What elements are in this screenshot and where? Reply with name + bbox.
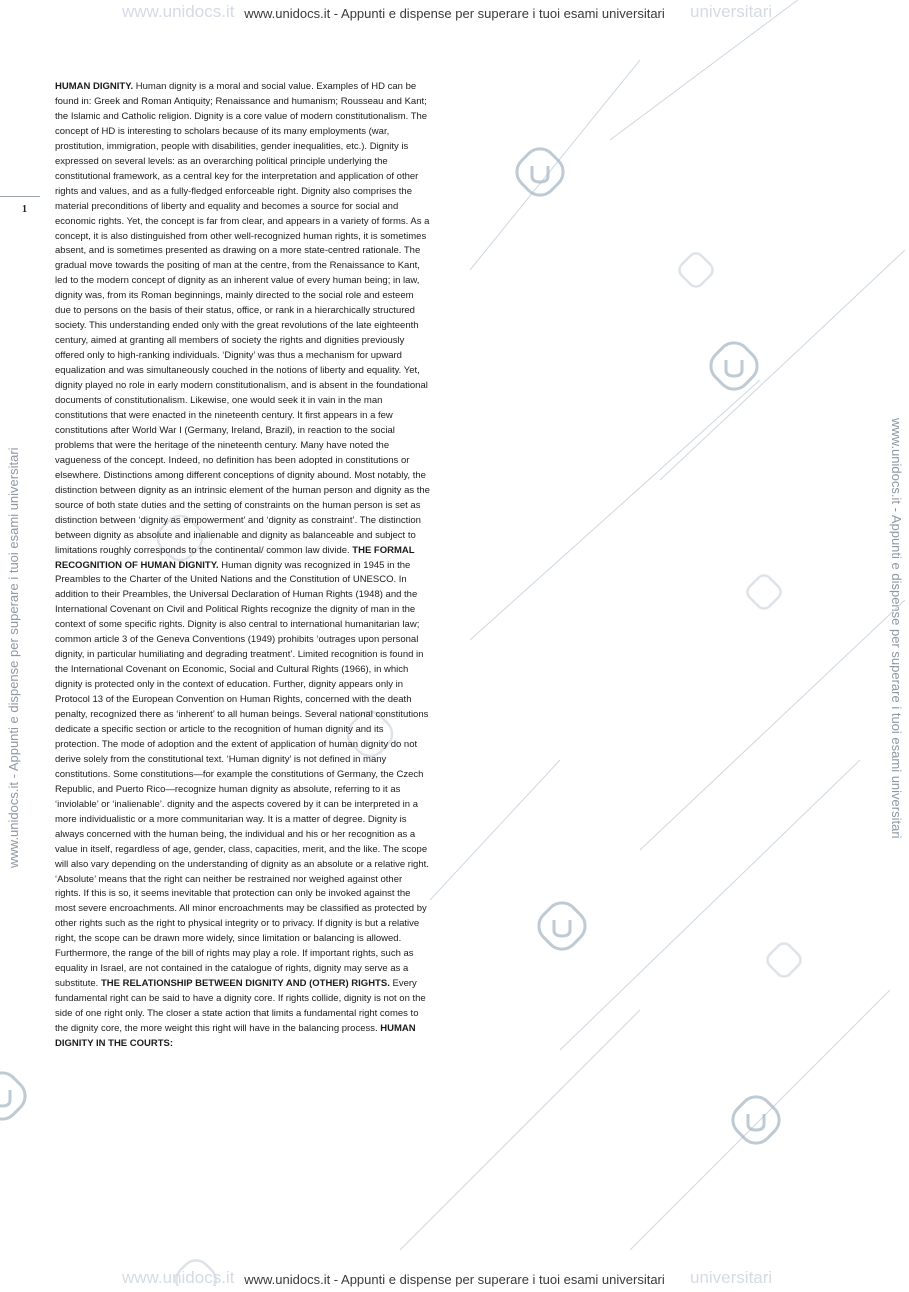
- watermark-logo-faint-icon: [764, 940, 804, 980]
- watermark-line: [560, 760, 860, 1050]
- watermark-logo-icon: [510, 142, 569, 201]
- section-heading-human-dignity: HUMAN DIGNITY.: [55, 81, 134, 92]
- section-text-formal-recognition: Human dignity was recognized in 1945 in the Preambles to the Charter of the United Nations and the Constitution of UNESCO. In addition to their Preambles, the Universal Declaration of Human Rights (1948) and the International Covenant on Civil and Political Rights recognize the dignity of man in the context of some specific rights. Dignity is also central to international humanitarian law; common article 3 of the Geneva Conventions (1949) prohibits ‘outrages upon personal dignity, in particular humiliating and degrading treatment’. Limited recognition is found in the International Covenant on Economic, Social and Cultural Rights (1966), in which dignity is protected only in the context of education. Further, dignity appears only in Protocol 13 of the European Convention on Human Rights, concerned with the death penalty, recognized there as ‘inherent’ to all human beings. Several national constitutions dedicate a specific section or article to the recognition of human dignity and its protection. The mode of adoption and the extent of application of human dignity do not derive solely from the constitutional text. ‘Human dignity’ is not defined in many constitutions. Some constitutions—for example the constitutions of Germany, the Czech Republic, and Puerto Rico—recognize human dignity as absolute, referring to it as ‘inviolable’ or ‘inalienable’. dignity and the aspects covered by it can be interpreted in a more individualistic or a more communitarian way. It is a matter of degree. Dignity is always concerned with the human being, the individual and his or her recognition as a value in itself, regardless of age, gender, class, capacities, merit, and the like. The scope will also vary depending on the understanding of dignity as an absolute or a relative right. ‘Absolute’ means that the right can neither be restrained nor weighed against other rights. If this is so, it seems inevitable that protection can only be invoked against the most severe encroachments. All minor encroachments may be classified as protected by other rights such as the right to physical integrity or to privacy. If dignity is but a relative right, the scope can be drawn more widely, since limitation or balancing is allowed. Furthermore, the range of the bill of rights may play a role. If important rights, such as equality in Israel, are not contained in the catalogue of rights, dignity may serve as a substitute.: [55, 559, 429, 990]
- watermark-line: [640, 600, 905, 850]
- page-number: 1: [22, 204, 27, 215]
- watermark-line: [630, 990, 890, 1250]
- watermark-logo-faint-icon: [744, 572, 784, 612]
- section-text-human-dignity: Human dignity is a moral and social value. Examples of HD can be found in: Greek and Roman Antiquity; Renaissance and humanism; Rousseau and Kant; the Islamic and Catholic religion. Dignity is a core value of modern constitutionalism. The concept of HD is interesting to scholars because of its many employments (war, prostitution, immigration, people with disabilities, gender inequalities, etc.). Dignity is expressed on several levels: as an overarching political principle underlying the constitutional framework, as a central key for the interpretation and application of other rights and values, and as a fully-fledged enforceable right. Dignity also comprises the material preconditions of liberty and equality and becomes a source for social and economic rights. Yet, the concept is far from clear, and appears in a variety of forms. As a concept, it is also distinguished from other well-recognized human rights, it is sometimes absent, and is sometimes presented as drawing on a more state-centred rationale. The gradual move towards the positing of man at the centre, from the Renaissance to Kant, led to the modern concept of dignity as an inherent value of every human being; in law, dignity was, from its Roman beginnings, mainly directed to the social role and esteem due to persons on the basis of their status, office, or rank in a hierarchically structured society. This understanding ended only with the great revolutions of the late eighteenth century, aimed at granting all members of society the rights and dignities previously offered only to high-ranking individuals. ‘Dignity’ was thus a mechanism for upward equalization and was simultaneously couched in the notions of liberty and equality. Yet, dignity played no role in early modern constitutionalism, and is absent in the foundational documents of constitutionalism. Likewise, one would seek it in vain in the man constitutions that were enacted in the nineteenth century. It first appears in a few constitutions after World War I (Germany, Ireland, Brazil), in reaction to the social problems that were the heritage of the nineteenth century. Many have noted the vagueness of the concept. Indeed, no definition has been adopted in constitutions or elsewhere. Distinctions among different conceptions of dignity abound. Most notably, the distinction between dignity as an intrinsic element of the human person and dignity as the source of both state duties and the setting of constraints on the human person is set as distinction between ‘dignity as empowerment’ and ‘dignity as constraint’. The distinction between dignity as absolute and inalienable and dignity as balanceable and subject to limitations roughly corresponds to the continental/ common law divide.: [55, 81, 430, 556]
- watermark-line: [430, 760, 560, 900]
- watermark-logo-icon: [726, 1090, 785, 1149]
- side-watermark-right: www.unidocs.it - Appunti e dispense per superare i tuoi esami universitari: [889, 418, 904, 839]
- watermark-line: [400, 1010, 640, 1250]
- margin-rule: [0, 196, 40, 197]
- watermark-line: [470, 380, 760, 640]
- footer-banner-text: www.unidocs.it - Appunti e dispense per superare i tuoi esami universitari: [244, 1271, 665, 1287]
- document-body: [55, 80, 430, 1052]
- footer-ghost-right: universitari: [690, 1268, 773, 1287]
- section-heading-formal-recognition: THE FORMAL RECOGNITION OF HUMAN DIGNITY.: [55, 544, 415, 571]
- header-ghost-right: universitari: [690, 2, 773, 21]
- watermark-line: [470, 60, 640, 270]
- watermark-logo-icon: [0, 1066, 32, 1125]
- header-watermark-banner: [0, 0, 909, 26]
- section-heading-relationship: THE RELATIONSHIP BETWEEN DIGNITY AND (OTHER) RIGHTS.: [100, 978, 390, 990]
- watermark-logo-icon: [704, 336, 763, 395]
- side-watermark-left: www.unidocs.it - Appunti e dispense per superare i tuoi esami universitari: [6, 447, 21, 868]
- section-heading-courts: HUMAN DIGNITY IN THE COURTS:: [55, 1023, 416, 1049]
- watermark-line: [660, 250, 905, 480]
- footer-watermark-banner: [0, 1266, 909, 1292]
- watermark-logo-icon: [532, 896, 591, 955]
- header-banner-text: www.unidocs.it - Appunti e dispense per superare i tuoi esami universitari: [244, 5, 665, 21]
- section-text-relationship: Every fundamental right can be said to have a dignity core. If rights collide, dignity is not on the side of one right only. The closer a state action that limits a fundamental right comes to the dignity core, the more weight this right will have in the balancing process.: [55, 978, 426, 1035]
- header-ghost-left: www.unidocs.it: [122, 2, 235, 21]
- watermark-logo-faint-icon: [676, 250, 716, 290]
- document-paragraph: [55, 80, 430, 1052]
- footer-ghost-left: www.unidocs.it: [122, 1268, 235, 1287]
